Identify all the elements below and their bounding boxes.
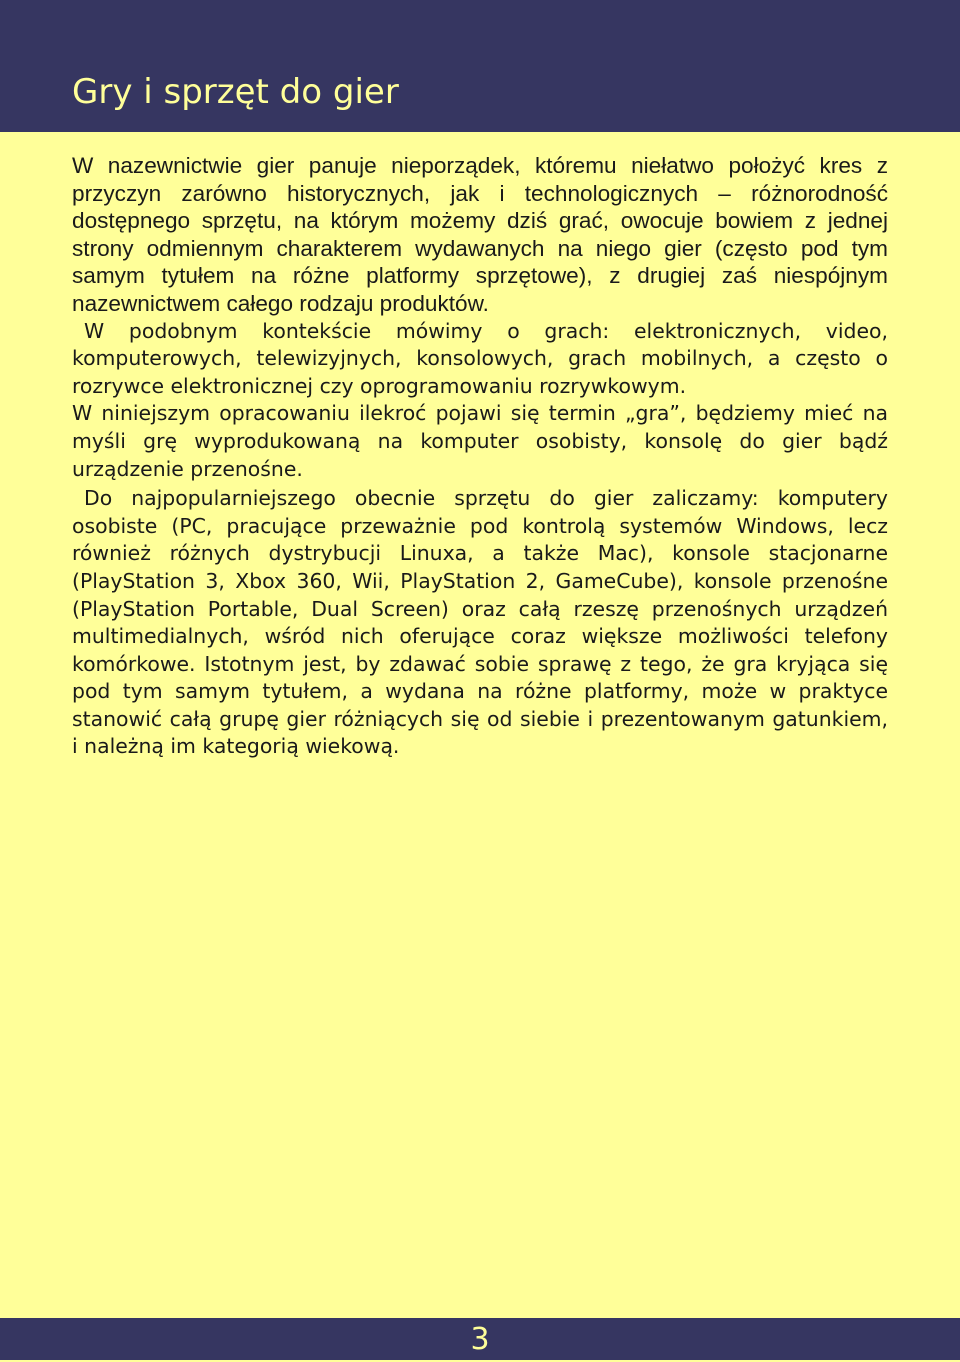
header-band — [0, 0, 960, 132]
paragraph-game-contexts-text: W podobnym kontekście mówimy o grach: elektronicznych, video, komputerowych, telewizyjnych, konsolowych, grach mobilnych, a często o rozrywce elektronicznej czy oprogramowaniu rozrywkowym. — [72, 318, 888, 398]
page-number: 3 — [470, 1322, 490, 1357]
page-title: Gry i sprzęt do gier — [72, 72, 399, 112]
paragraph-game-contexts — [72, 318, 888, 401]
paragraph-naming-intro: W nazewnictwie gier panuje nieporządek, któremu niełatwo położyć kres z przyczyn zarówno historycznych, jak i technologicznych – różnorodność dostępnego sprzętu, na którym możemy dziś grać, owocuje bowiem z jednej strony odmiennym charakterem wydawanych na niego gier (często pod tym samym tytułem na różne platformy sprzętowe), z drugiej zaś niespójnym nazewnictwem całego rodzaju produktów. — [72, 153, 888, 316]
paragraph-hardware — [72, 485, 888, 761]
paragraph-hardware-text: Do najpopularniejszego obecnie sprzętu do gier zaliczamy: komputery osobiste (PC, pracujące przeważnie pod kontrolą systemów Windows, lecz również różnych dystrybucji Linuxa, a także Mac), konsole stacjonarne (PlayStation 3, Xbox 360, Wii, PlayStation 2, GameCube), konsole przenośne (PlayStation Portable, Dual Screen) oraz całą rzeszę przenośnych urządzeń multimedialnych, wśród nich oferujące coraz większe możliwości telefony komórkowe. Istotnym jest, by zdawać sobie sprawę z tego, że gra kryjąca się pod tym samym tytułem, a wydana na różne platformy, może w praktyce stanowić całą grupę gier różniących się od siebie i prezentowanym gatunkiem, i należną im kategorią wiekową. — [72, 486, 888, 759]
body-text — [72, 152, 888, 761]
paragraph-game-definition: W niniejszym opracowaniu ilekroć pojawi się termin „gra”, będziemy mieć na myśli grę wyprodukowaną na komputer osobisty, konsolę do gier bądź urządzenie przenośne. — [72, 401, 888, 481]
